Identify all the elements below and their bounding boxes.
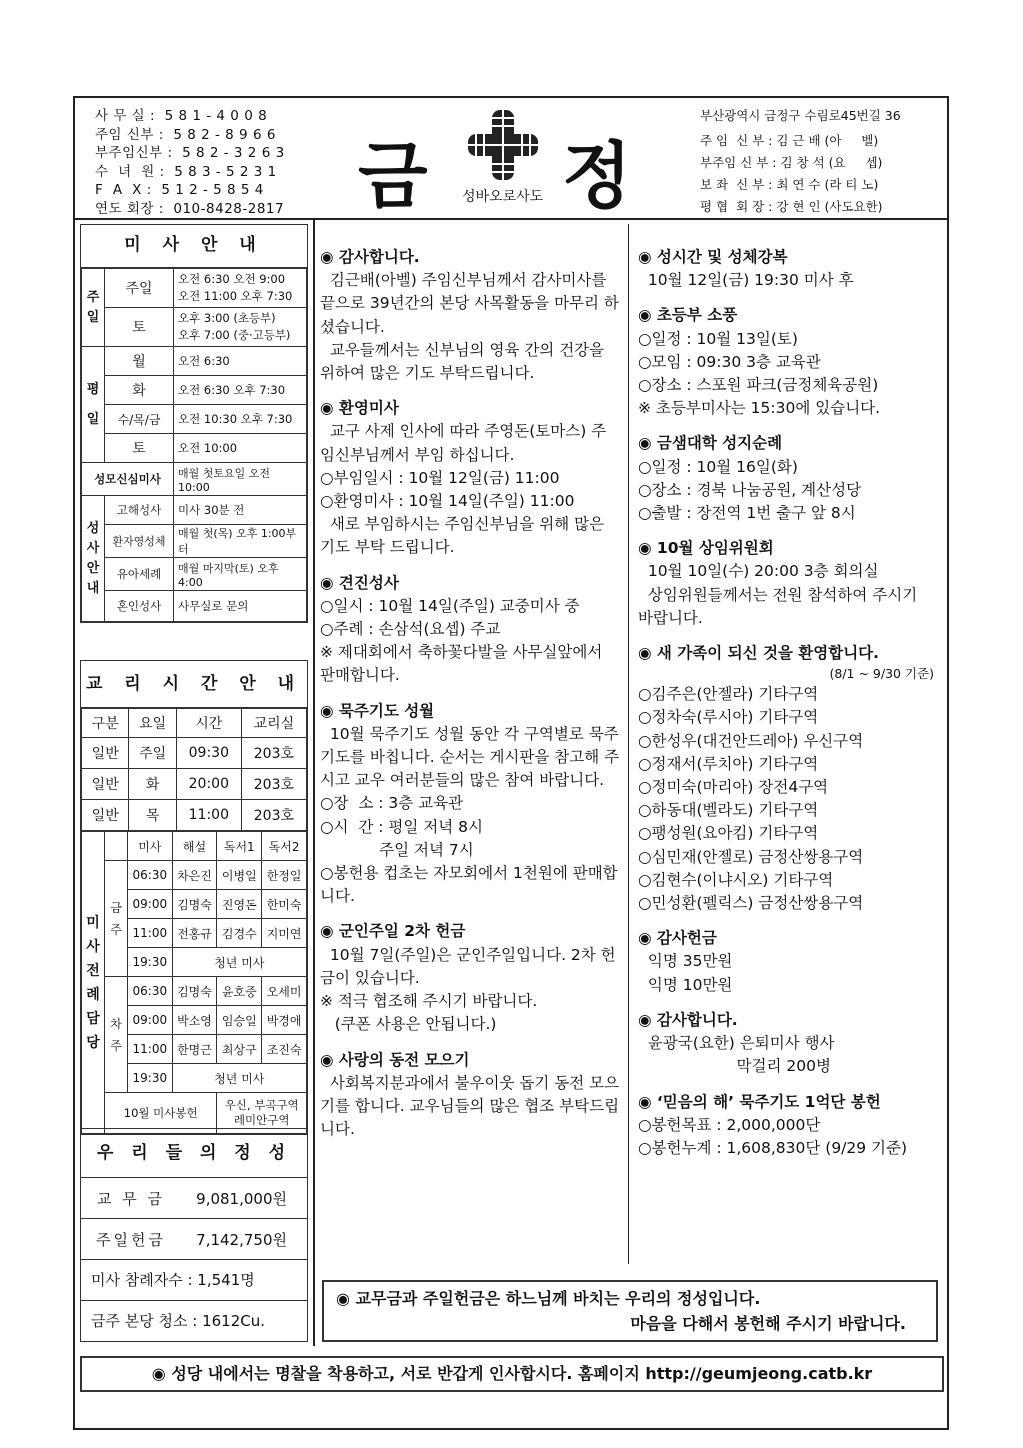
announcement-line: ○팽성원(요아킴) 기타구역	[638, 824, 819, 843]
weekday-label: 평 일	[82, 347, 105, 463]
catechism-cell: 목	[129, 800, 176, 831]
catechism-cell: 203호	[241, 769, 306, 800]
announcement-section	[638, 304, 934, 420]
announcement-title: ◉ 감사합니다.	[320, 248, 420, 266]
office-line: 주임 신부 : 5 8 2 - 8 9 6 6	[95, 126, 276, 143]
announcement-title: ◉ 성시간 및 성체강복	[638, 248, 788, 266]
announcement-line: 주일 저녁 7시	[320, 840, 474, 859]
announcement-line: ○출발 : 장전역 1번 출구 앞 8시	[638, 504, 856, 523]
announcement-line: ○한성우(대건안드레아) 우신구역	[638, 731, 864, 750]
announcement-line: 10월 12일(금) 19:30 미사 후	[638, 271, 854, 290]
ministry-cell: 지미연	[262, 919, 307, 948]
office-line: 사 무 실 : 5 8 1 - 4 0 0 8	[95, 108, 268, 124]
catechism-title: 교 리 시 간 안 내	[81, 661, 307, 708]
announcement-line: 교구 사제 인사에 따라 주영돈(토마스) 주임신부님께서 부임 하십니다.	[320, 422, 607, 464]
middle-announcements	[320, 246, 620, 1141]
announcement-section	[638, 1091, 934, 1161]
announcement-line: ○봉헌용 컵초는 자모회에서 1천원에 판매합니다.	[320, 864, 618, 906]
catechism-cell: 11:00	[176, 800, 241, 831]
announcement-line: ○부임일시 : 10월 12일(금) 11:00	[320, 468, 560, 487]
announcement-line: ○하동대(벨라도) 기타구역	[638, 801, 819, 820]
cleaning: 금주 본당 청소 : 1612Cu.	[91, 1312, 265, 1330]
ministry-cell: 06:30	[128, 977, 173, 1006]
announcement-line: ○주례 : 손삼석(요셉) 주교	[320, 620, 501, 639]
page-title-left: 금	[358, 134, 428, 218]
offering-label: 교 무 금	[96, 1189, 165, 1208]
mass-day: 주일	[105, 269, 174, 308]
staff-line: 평 협 회 장 : 강 현 인 (사도요한)	[700, 199, 883, 214]
announcement-line: ○장소 : 경북 나눔공원, 계산성당	[638, 480, 862, 499]
announcement-line: 새로 부임하시는 주임신부님을 위해 많은 기도 부탁 드립니다.	[320, 515, 610, 557]
offering-row	[81, 1178, 307, 1219]
right-announcements	[638, 246, 934, 1160]
mass-time: 오전 6:30 오전 9:00 오전 11:00 오후 7:30	[174, 269, 307, 308]
staff-line: 주 임 신 부 : 김 근 배 (아 벨)	[700, 133, 879, 148]
ministry-cell: 김명숙	[172, 977, 217, 1006]
catechism-header: 요일	[129, 709, 176, 738]
devotion-time: 매월 첫토요일 오전 10:00	[174, 463, 307, 496]
sunday-label: 주 일	[82, 269, 105, 347]
ministry-cell: 19:30	[128, 948, 173, 977]
announcement-title: ◉ 새 가족이 되신 것을 환영합니다.	[638, 644, 880, 663]
announcement-line: ○민성환(펠릭스) 금정산쌍용구역	[638, 894, 864, 913]
sacrament-name: 고해성사	[105, 496, 174, 525]
announcement-line: ○정차숙(루시아) 기타구역	[638, 708, 819, 727]
announcement-section	[320, 920, 620, 1036]
announcement-title: ◉ 견진성사	[320, 573, 399, 592]
ministry-cell: 차은진	[172, 861, 217, 890]
ministry-cell: 임승일	[217, 1006, 262, 1035]
announcement-section	[320, 700, 620, 909]
offering-label: 주일헌금	[96, 1230, 166, 1249]
announcement-line: ○시 간 : 평일 저녁 8시	[320, 817, 483, 836]
ministry-cell: 19:30	[128, 1064, 173, 1093]
column-divider	[313, 220, 315, 1346]
office-line: F A X : 5 1 2 - 5 8 5 4	[95, 182, 264, 198]
offering-value: 7,142,750원	[196, 1230, 287, 1249]
announcement-title: ◉ 환영미사	[320, 399, 399, 418]
diagonal-cell	[105, 832, 128, 861]
catechism-table	[81, 708, 307, 831]
sacrament-time: 사무실로 문의	[174, 591, 307, 622]
announcement-title: ◉ 군인주일 2차 헌금	[320, 922, 466, 941]
ministry-cell: 11:00	[128, 919, 173, 948]
week2-label: 차 주	[105, 977, 128, 1093]
ministry-cell: 조진숙	[262, 1035, 307, 1064]
announcement-section	[320, 246, 620, 385]
sacrament-name: 혼인성사	[105, 591, 174, 622]
sacrament-time: 매월 마지막(토) 오후 4:00	[174, 558, 307, 591]
mass-time: 오전 6:30	[174, 347, 307, 376]
announcement-line: ○장소 : 스포원 파크(금정체육공원)	[638, 376, 879, 395]
ministry-cell: 한명근	[172, 1035, 217, 1064]
ministry-table	[81, 831, 307, 1134]
announcement-section	[638, 642, 934, 915]
announcement-section	[638, 927, 934, 997]
ministry-cell: 09:00	[128, 890, 173, 919]
catechism-cell: 화	[129, 769, 176, 800]
staff-line: 보 좌 신 부 : 최 연 수 (라 티 노)	[700, 177, 879, 192]
sacrament-name: 유아세례	[105, 558, 174, 591]
offering-title: 우 리 들 의 정 성	[81, 1129, 307, 1178]
announcement-line: ○봉헌누계 : 1,608,830단 (9/29 기준)	[638, 1138, 908, 1157]
announcement-line: ○장 소 : 3층 교육관	[320, 794, 464, 813]
header-divider	[73, 218, 949, 220]
announcement-line: 10월 10일(수) 20:00 3층 회의실	[638, 562, 879, 581]
announcement-title: ◉ 감사헌금	[638, 929, 717, 948]
catechism-header: 시간	[176, 709, 241, 738]
ministry-cell: 진영돈	[217, 890, 262, 919]
ministry-cell: 윤호중	[217, 977, 262, 1006]
announcement-title: ◉ 10월 상임위원회	[638, 539, 774, 558]
parish-patron: 성바오로사도	[462, 189, 544, 205]
mass-day: 화	[105, 376, 174, 405]
announcement-line: 윤광국(요한) 은퇴미사 행사	[638, 1034, 835, 1053]
notice-line: ◉ 교무금과 주일헌금은 하느님께 바치는 우리의 정성입니다.	[336, 1289, 761, 1308]
announcement-line: ○정미숙(마리아) 장전4구역	[638, 778, 829, 797]
notice-line: 마음을 다해서 봉헌해 주시기 바랍니다.	[630, 1314, 906, 1333]
mass-time: 오전 10:30 오후 7:30	[174, 405, 307, 434]
ministry-header: 독서1	[217, 832, 262, 861]
announcement-line: ○심민재(안젤로) 금정산쌍용구역	[638, 847, 864, 866]
sacrament-name: 환자영성체	[105, 525, 174, 558]
mass-day: 월	[105, 347, 174, 376]
announcement-title: ◉ ‘믿음의 해’ 묵주기도 1억단 봉헌	[638, 1092, 881, 1111]
ministry-cell: 이병일	[217, 861, 262, 890]
mass-day: 토	[105, 434, 174, 463]
footer-notice: ◉ 성당 내에서는 명찰을 착용하고, 서로 반갑게 인사합시다. 홈페이지 http://geumjeong.catb.kr	[80, 1356, 944, 1392]
announcement-line: ○김주은(안젤라) 기타구역	[638, 685, 819, 704]
ministry-cell: 한정일	[262, 861, 307, 890]
announcement-section	[320, 1049, 620, 1142]
office-line: 부주임신부 : 5 8 2 - 3 2 6 3	[95, 145, 285, 161]
announcement-line: ○환영미사 : 10월 14일(주일) 11:00	[320, 492, 575, 511]
announcement-line: 사회복지분과에서 불우이웃 돕기 동전 모으기를 합니다. 교우님들의 많은 협조 부탁드립니다.	[320, 1073, 620, 1139]
page-title-right: 정	[562, 134, 632, 218]
ministry-cell: 김명숙	[172, 890, 217, 919]
mass-time: 오전 6:30 오후 7:30	[174, 376, 307, 405]
mass-time: 오전 10:00	[174, 434, 307, 463]
announcement-title: ◉ 묵주기도 성월	[320, 701, 435, 720]
announcement-line: 교우들께서는 신부님의 영육 간의 건강을 위하여 많은 기도 부탁드립니다.	[320, 340, 610, 383]
announcement-line: 10월 묵주기도 성월 동안 각 구역별로 묵주기도를 바칩니다. 순서는 게시판을 참고해 주시고 교우 여러분들의 많은 참여 바랍니다.	[320, 724, 620, 790]
announcement-section	[638, 432, 934, 525]
announcement-line: ○일정 : 10월 13일(토)	[638, 329, 798, 348]
ministry-cell: 박경애	[262, 1006, 307, 1035]
announcement-line: 익명 35만원	[638, 952, 733, 971]
announcement-line: ※ 초등부미사는 15:30에 있습니다.	[638, 399, 881, 418]
announcement-line: ※ 적극 협조해 주시기 바랍니다.	[320, 992, 538, 1011]
office-line: 연도 회장 : 010-8428-2817	[95, 200, 285, 217]
service-value: 우신, 부곡구역 레미안구역	[217, 1093, 307, 1134]
announcement-line: ○일정 : 10월 16일(화)	[638, 457, 798, 476]
ministry-cell: 김경수	[217, 919, 262, 948]
service-label: 10월 미사봉헌	[105, 1093, 217, 1134]
ministry-cell: 전홍규	[172, 919, 217, 948]
ministry-cell: 11:00	[128, 1035, 173, 1064]
ministry-cell: 박소영	[172, 1006, 217, 1035]
mass-guide-box	[80, 224, 308, 623]
announcement-line: 상임위원들께서는 전원 참석하여 주시기 바랍니다.	[638, 585, 923, 627]
catechism-header: 교리실	[241, 709, 306, 738]
catechism-cell: 주일	[129, 738, 176, 769]
ministry-cell: 06:30	[128, 861, 173, 890]
announcement-line: ○김현수(이냐시오) 기타구역	[638, 870, 834, 889]
office-line: 수 녀 원 : 5 8 3 - 5 2 3 1	[95, 163, 277, 180]
ministry-cell: 청년 미사	[172, 1064, 306, 1093]
catechism-cell: 203호	[241, 738, 306, 769]
announcement-line: 김근배(아벨) 주임신부님께서 감사미사를 끝으로 39년간의 본당 사목활동을 마무리 하셨습니다.	[320, 271, 619, 336]
announcement-section	[320, 397, 620, 559]
announcement-note: (8/1 ~ 9/30 기준)	[829, 666, 934, 682]
attendance: 미사 참례자수 : 1,541명	[81, 1260, 307, 1301]
column-divider	[628, 224, 629, 1264]
announcement-line: ○일시 : 10월 14일(주일) 교중미사 중	[320, 596, 580, 615]
catechism-cell: 203호	[241, 800, 306, 831]
catechism-cell: 일반	[82, 769, 129, 800]
offering-notice	[322, 1280, 938, 1342]
announcement-line: 10월 7일(주일)은 군인주일입니다. 2차 헌금이 있습니다.	[320, 945, 616, 987]
mass-time: 오후 3:00 (초등부) 오후 7:00 (중·고등부)	[174, 308, 307, 347]
ministry-cell: 09:00	[128, 1006, 173, 1035]
devotion-label: 성모신심미사	[82, 463, 174, 496]
offering-value: 9,081,000원	[196, 1189, 287, 1208]
catechism-cell: 일반	[82, 738, 129, 769]
announcement-section	[638, 246, 934, 292]
ministry-cell: 오세미	[262, 977, 307, 1006]
ministry-cell: 최상구	[217, 1035, 262, 1064]
ministry-header: 해설	[172, 832, 217, 861]
staff-line: 부주임 신 부 : 김 창 석 (요 셉)	[700, 155, 883, 170]
mass-day: 수/목/금	[105, 405, 174, 434]
mass-day: 토	[105, 308, 174, 347]
announcement-line: ○봉헌목표 : 2,000,000단	[638, 1115, 821, 1134]
sacrament-time: 미사 30분 전	[174, 496, 307, 525]
mass-schedule-table	[81, 268, 307, 622]
announcement-section	[320, 572, 620, 688]
week1-label: 금 주	[105, 861, 128, 977]
announcement-line: 익명 10만원	[638, 975, 733, 994]
ministry-cell: 한미숙	[262, 890, 307, 919]
announcement-section	[638, 537, 934, 630]
announcement-title: ◉ 초등부 소풍	[638, 306, 738, 325]
announcement-line: ○모임 : 09:30 3층 교육관	[638, 352, 821, 371]
announcement-section	[638, 1009, 934, 1079]
offering-row	[81, 1219, 307, 1260]
ministry-label: 미 사 전 례 담 당	[82, 832, 105, 1134]
announcement-line: ※ 제대회에서 축하꽃다발을 사무실앞에서 판매합니다.	[320, 643, 608, 685]
announcement-title: ◉ 금샘대학 성지순례	[638, 434, 783, 453]
announcement-line: 막걸리 200병	[638, 1057, 831, 1076]
ministry-header: 독서2	[262, 832, 307, 861]
ministry-cell: 청년 미사	[172, 948, 306, 977]
address: 부산광역시 금정구 수림로45번길 36	[700, 108, 901, 123]
catechism-box	[80, 660, 308, 1135]
catechism-cell: 09:30	[176, 738, 241, 769]
announcement-line: (쿠폰 사용은 안됩니다.)	[320, 1015, 497, 1034]
catechism-header: 구분	[82, 709, 129, 738]
mass-guide-title: 미 사 안 내	[81, 225, 307, 268]
announcement-line: ○정재서(루치아) 기타구역	[638, 754, 819, 773]
announcement-title: ◉ 사랑의 동전 모으기	[320, 1050, 470, 1069]
announcement-title: ◉ 감사합니다.	[638, 1010, 738, 1029]
ministry-header: 미사	[128, 832, 173, 861]
sacrament-time: 매월 첫(목) 오후 1:00부터	[174, 525, 307, 558]
offering-box	[80, 1128, 308, 1342]
catechism-cell: 20:00	[176, 769, 241, 800]
catechism-cell: 일반	[82, 800, 129, 831]
sacrament-label: 성 사 안 내	[82, 496, 105, 622]
